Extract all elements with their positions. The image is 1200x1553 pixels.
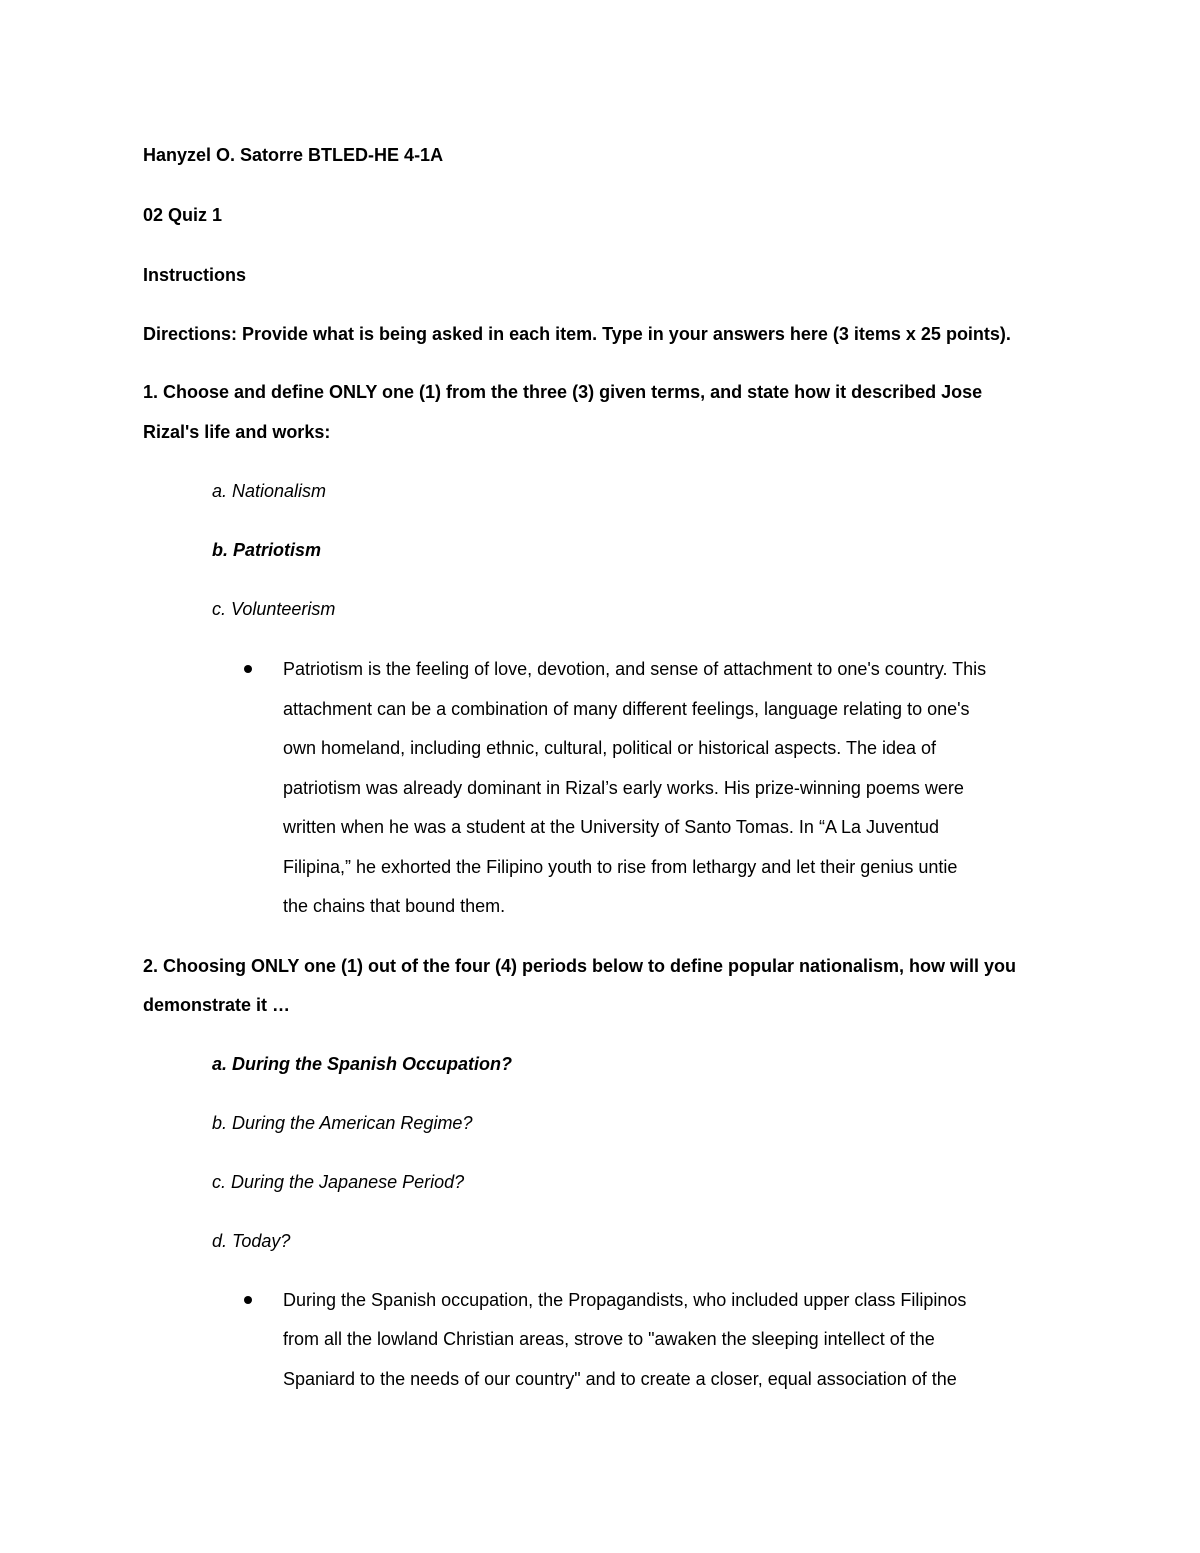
question-1-line-1: 1. Choose and define ONLY one (1) from the three (3) given terms, and state how it described Jose [143, 382, 983, 402]
answer-2-line: During the Spanish occupation, the Propagandists, who included upper class Filipinos [283, 1290, 967, 1310]
answer-1-line: the chains that bound them. [283, 896, 506, 916]
answer-1-line: written when he was a student at the University of Santo Tomas. In “A La Juventud [283, 817, 940, 837]
answer-1-line: Filipina,” he exhorted the Filipino youth to rise from lethargy and let their genius untie [283, 857, 958, 877]
question-2-line-2: demonstrate it … [143, 995, 291, 1015]
bullet-icon [244, 1296, 252, 1304]
question-1-line-2: Rizal's life and works: [143, 422, 331, 442]
answer-1-line: own homeland, including ethnic, cultural, political or historical aspects. The idea of [283, 738, 937, 758]
answer-2-line: from all the lowland Christian areas, strove to "awaken the sleeping intellect of the [283, 1329, 935, 1349]
question-2-option-a: a. During the Spanish Occupation? [212, 1054, 513, 1074]
question-1-option-c: c. Volunteerism [212, 599, 336, 619]
question-1-option-b: b. Patriotism [212, 540, 322, 560]
answer-2-line: Spaniard to the needs of our country" and to create a closer, equal association of the [283, 1369, 957, 1389]
question-2-option-d: d. Today? [212, 1231, 291, 1251]
question-1-option-a: a. Nationalism [212, 481, 327, 501]
question-2-line-1: 2. Choosing ONLY one (1) out of the four (4) periods below to define popular nationalism, how will you [143, 956, 1017, 976]
answer-1-line: attachment can be a combination of many different feelings, language relating to one's [283, 699, 970, 719]
question-2-option-b: b. During the American Regime? [212, 1113, 473, 1133]
answer-1-line: patriotism was already dominant in Rizal’s early works. His prize-winning poems were [283, 778, 964, 798]
quiz-title: 02 Quiz 1 [143, 205, 223, 225]
question-2-option-c: c. During the Japanese Period? [212, 1172, 465, 1192]
directions-text: Directions: Provide what is being asked in each item. Type in your answers here (3 items x 25 points). [143, 324, 1011, 344]
bullet-icon [244, 665, 252, 673]
student-name-line: Hanyzel O. Satorre BTLED-HE 4-1A [143, 145, 444, 165]
answer-1-line: Patriotism is the feeling of love, devotion, and sense of attachment to one's country. This [283, 659, 987, 679]
instructions-label: Instructions [143, 265, 247, 285]
